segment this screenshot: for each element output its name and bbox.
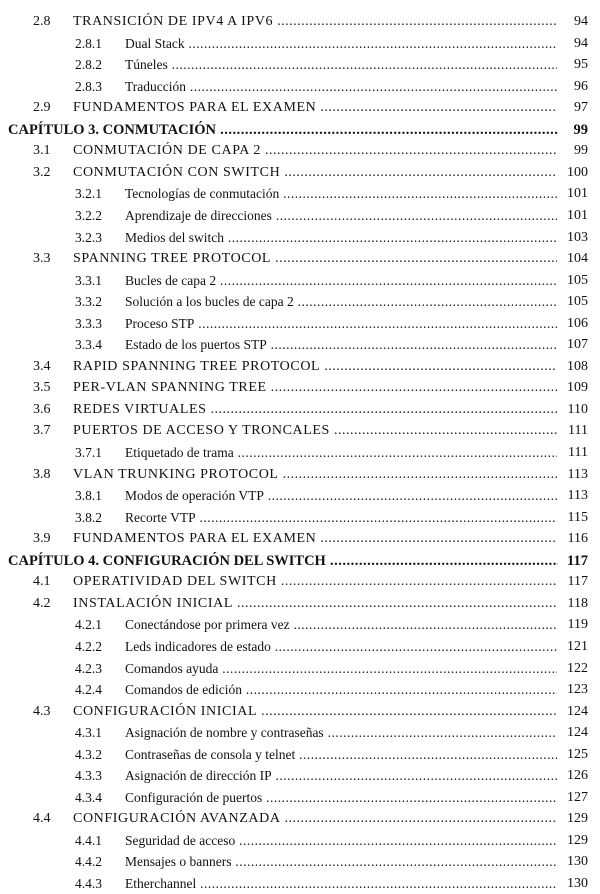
toc-page-number: 106 [565, 314, 588, 334]
toc-page-number: 116 [566, 529, 588, 549]
toc-entry-title [73, 465, 557, 485]
toc-entry-title [73, 529, 557, 549]
toc-entry-row [0, 594, 600, 614]
toc-entry-row [0, 615, 600, 635]
toc-entry-row [0, 378, 600, 398]
toc-entry-row [0, 55, 600, 75]
toc-entry-row [0, 852, 600, 872]
toc-entry-title [125, 874, 557, 894]
toc-entry-number: 4.3 [33, 702, 51, 722]
toc-entry-row [0, 400, 600, 420]
toc-entry-title [125, 637, 557, 657]
toc-title-text: INSTALACIÓN INICIAL [73, 595, 233, 611]
toc-entry-title [73, 572, 557, 592]
toc-chapter-title [8, 120, 558, 140]
toc-entry-row [0, 206, 600, 226]
toc-page-number: 99 [572, 141, 588, 161]
toc-entry-number: 4.3.3 [75, 766, 102, 786]
toc-entry-title [125, 766, 557, 786]
toc-entry-row [0, 659, 600, 679]
toc-title-text: Seguridad de acceso [125, 832, 236, 848]
toc-entry-number: 2.8.3 [75, 77, 102, 97]
toc-entry-row [0, 702, 600, 722]
toc-title-text: Recorte VTP [125, 509, 196, 525]
toc-title-text: Conectándose por primera vez [125, 617, 290, 633]
toc-entry-row [0, 766, 600, 786]
toc-entry-title [125, 184, 557, 204]
toc-title-text: Proceso STP [125, 315, 195, 331]
toc-page-number: 100 [565, 163, 588, 183]
toc-page-number: 124 [565, 702, 588, 722]
toc-title-text: CONFIGURACIÓN AVANZADA [73, 811, 281, 827]
toc-entry-number: 3.2.3 [75, 228, 102, 248]
toc-page-number: 94 [572, 34, 588, 54]
toc-page-number: 113 [566, 465, 588, 485]
toc-page-number: 117 [566, 572, 588, 592]
toc-entry-number: 3.2.2 [75, 206, 102, 226]
toc-entry-number: 3.6 [33, 400, 51, 420]
toc-entry-number: 3.3.3 [75, 314, 102, 334]
toc-title-text: Tecnologías de conmutación [125, 186, 280, 202]
toc-entry-number: 4.3.4 [75, 788, 102, 808]
toc-entry-title [73, 594, 557, 614]
toc-entry-number: 4.2.4 [75, 680, 102, 700]
toc-entry-number: 3.3.4 [75, 335, 102, 355]
toc-entry-row [0, 12, 600, 32]
toc-entry-row [0, 508, 600, 528]
toc-page-number: 117 [567, 552, 588, 569]
toc-title-text: Configuración de puertos [125, 789, 263, 805]
toc-entry-title [73, 163, 557, 183]
toc-entry-row [0, 163, 600, 183]
toc-entry-number: 3.8.1 [75, 486, 102, 506]
toc-page-number: 104 [565, 249, 588, 269]
toc-entry-row [0, 292, 600, 312]
toc-entry-title [73, 421, 557, 441]
toc-page-number: 129 [565, 809, 588, 829]
toc-entry-title [73, 249, 557, 269]
toc-title-text: CAPÍTULO 3. CONMUTACIÓN [8, 121, 216, 138]
toc-entry-number: 3.7 [33, 421, 51, 441]
toc-entry-title [73, 702, 557, 722]
toc-title-text: Bucles de capa 2 [125, 272, 217, 288]
toc-title-text: Asignación de nombre y contraseñas [125, 725, 324, 741]
toc-title-text: Modos de operación VTP [125, 488, 264, 504]
toc-entry-row [0, 809, 600, 829]
toc-title-text: OPERATIVIDAD DEL SWITCH [73, 574, 277, 590]
toc-entry-row [0, 723, 600, 743]
toc-page-number: 118 [566, 594, 588, 614]
toc-entry-title [125, 206, 557, 226]
toc-entry-number: 3.3.2 [75, 292, 102, 312]
toc-entry-number: 3.8 [33, 465, 51, 485]
toc-page-number: 111 [566, 443, 588, 463]
toc-entry-number: 3.2.1 [75, 184, 102, 204]
toc-entry-row [0, 314, 600, 334]
toc-entry-title [73, 141, 557, 161]
toc-entry-number: 4.2 [33, 594, 51, 614]
toc-page-number: 105 [565, 271, 588, 291]
toc-title-text: Asignación de dirección IP [125, 768, 272, 784]
toc-entry-number: 3.8.2 [75, 508, 102, 528]
toc-title-text: Traducción [125, 78, 186, 94]
toc-entry-number: 2.8.2 [75, 55, 102, 75]
toc-entry-title [73, 809, 557, 829]
toc-entry-number: 3.1 [33, 141, 51, 161]
toc-page-number: 101 [565, 184, 588, 204]
toc-page-number: 121 [565, 637, 588, 657]
toc-title-text: Medios del switch [125, 229, 224, 245]
toc-title-text: TRANSICIÓN DE IPV4 A IPV6 [73, 14, 274, 29]
toc-title-text: Aprendizaje de direcciones [125, 207, 272, 223]
toc-title-text: CONMUTACIÓN CON SWITCH [73, 164, 281, 180]
toc-page-number: 126 [565, 766, 588, 786]
toc-entry-row [0, 874, 600, 894]
toc-entry-title [125, 615, 557, 635]
toc-entry-title [125, 314, 557, 334]
toc-page-number: 125 [565, 745, 588, 765]
toc-entry-row [0, 421, 600, 441]
toc-title-text: CONFIGURACIÓN INICIAL [73, 703, 258, 719]
toc-entry-title [125, 680, 557, 700]
toc-entry-title [125, 852, 557, 872]
toc-entry-number: 2.9 [33, 98, 51, 118]
toc-entry-row [0, 572, 600, 592]
toc-entry-title [125, 723, 557, 743]
toc-chapter-row [0, 120, 600, 140]
toc-entry-title [73, 12, 557, 32]
toc-entry-number: 3.2 [33, 163, 51, 183]
toc-page-number: 101 [565, 206, 588, 226]
toc-title-text: CONMUTACIÓN DE CAPA 2 [73, 143, 261, 159]
toc-entry-title [73, 357, 557, 377]
toc-page-number: 105 [565, 292, 588, 312]
toc-page-number: 111 [566, 421, 588, 441]
toc-entry-row [0, 443, 600, 463]
toc-page-number: 113 [566, 486, 588, 506]
toc-page-number: 115 [566, 508, 588, 528]
toc-entry-row [0, 77, 600, 97]
toc-entry-row [0, 141, 600, 161]
toc-chapter-title [8, 551, 558, 571]
toc-entry-title [125, 77, 557, 97]
toc-entry-row [0, 357, 600, 377]
toc-entry-title [125, 745, 557, 765]
toc-page-number: 127 [565, 788, 588, 808]
toc-entry-row [0, 271, 600, 291]
toc-page-number: 109 [565, 378, 588, 398]
toc-title-text: FUNDAMENTOS PARA EL EXAMEN [73, 531, 317, 547]
toc-title-text: REDES VIRTUALES [73, 401, 207, 417]
toc-entry-row [0, 637, 600, 657]
toc-page-number: 130 [565, 874, 588, 894]
toc-entry-row [0, 529, 600, 549]
toc-title-text: PER-VLAN SPANNING TREE [73, 380, 267, 396]
toc-title-text: Mensajes o banners [125, 854, 232, 870]
toc-entry-row [0, 34, 600, 54]
toc-entry-title [125, 55, 557, 75]
toc-page-number: 107 [565, 335, 588, 355]
toc-title-text: Dual Stack [125, 35, 185, 51]
toc-entry-number: 3.3.1 [75, 271, 102, 291]
toc-entry-number: 3.3 [33, 249, 51, 269]
toc-entry-number: 4.2.1 [75, 615, 102, 635]
toc-entry-number: 4.4.2 [75, 852, 102, 872]
toc-entry-title [125, 34, 557, 54]
toc-chapter-row [0, 551, 600, 571]
toc-entry-number: 4.2.3 [75, 659, 102, 679]
toc-entry-number: 4.4 [33, 809, 51, 829]
toc-entry-number: 4.3.1 [75, 723, 102, 743]
toc-page-number: 129 [565, 831, 588, 851]
toc-entry-number: 3.9 [33, 529, 51, 549]
toc-title-text: CAPÍTULO 4. CONFIGURACIÓN DEL SWITCH [8, 552, 326, 569]
toc-page-number: 96 [572, 77, 588, 97]
toc-page-number: 122 [565, 659, 588, 679]
toc-entry-row [0, 486, 600, 506]
toc-entry-row [0, 831, 600, 851]
toc-title-text: Estado de los puertos STP [125, 337, 267, 353]
toc-entry-row [0, 745, 600, 765]
toc-entry-title [73, 378, 557, 398]
toc-entry-title [125, 831, 557, 851]
toc-entry-row [0, 335, 600, 355]
toc-page-number: 103 [565, 228, 588, 248]
toc-entry-row [0, 680, 600, 700]
toc-entry-row [0, 788, 600, 808]
toc-title-text: Comandos de edición [125, 682, 242, 698]
toc-entry-number: 2.8.1 [75, 34, 102, 54]
toc-entry-title [125, 508, 557, 528]
toc-entry-number: 2.8 [33, 12, 51, 32]
toc-title-text: PUERTOS DE ACCESO Y TRONCALES [73, 423, 330, 439]
toc-entry-number: 4.3.2 [75, 745, 102, 765]
toc-page-number: 130 [565, 852, 588, 872]
toc-entry-title [125, 228, 557, 248]
toc-entry-number: 4.4.3 [75, 874, 102, 894]
toc-title-text: Etherchannel [125, 876, 197, 891]
toc-entry-title [125, 486, 557, 506]
toc-entry-row [0, 184, 600, 204]
toc-page-number: 99 [573, 121, 588, 138]
toc-entry-title [125, 292, 557, 312]
toc-entry-number: 4.4.1 [75, 831, 102, 851]
toc-title-text: Contraseñas de consola y telnet [125, 746, 296, 762]
toc-entry-title [73, 400, 557, 420]
toc-page-number: 119 [566, 615, 588, 635]
toc-entry-row [0, 465, 600, 485]
toc-entry-number: 3.7.1 [75, 443, 102, 463]
toc-entry-title [125, 271, 557, 291]
toc-title-text: Etiquetado de trama [125, 445, 234, 460]
toc-page-number: 97 [572, 98, 588, 118]
toc-title-text: FUNDAMENTOS PARA EL EXAMEN [73, 100, 317, 116]
toc-entry-number: 4.1 [33, 572, 51, 592]
toc-page-number: 95 [572, 55, 588, 75]
toc-entry-number: 4.2.2 [75, 637, 102, 657]
toc-title-text: VLAN TRUNKING PROTOCOL [73, 466, 279, 482]
toc-entry-title [125, 335, 557, 355]
toc-title-text: RAPID SPANNING TREE PROTOCOL [73, 358, 321, 374]
toc-title-text: Solución a los bucles de capa 2 [125, 294, 294, 310]
toc-entry-title [125, 659, 557, 679]
toc-entry-number: 3.5 [33, 378, 51, 398]
toc-page-number: 124 [565, 723, 588, 743]
toc-title-text: Leds indicadores de estado [125, 638, 271, 654]
toc-page-number: 123 [565, 680, 588, 700]
toc-title-text: Comandos ayuda [125, 660, 219, 676]
toc-entry-row [0, 98, 600, 118]
toc-entry-title [73, 98, 557, 118]
toc-entry-title [125, 443, 557, 463]
toc-entry-row [0, 228, 600, 248]
toc-entry-row [0, 249, 600, 269]
toc-page-number: 94 [572, 12, 588, 32]
toc-page-number: 108 [565, 357, 588, 377]
toc-title-text: Túneles [125, 57, 168, 73]
toc-title-text: SPANNING TREE PROTOCOL [73, 251, 272, 267]
toc-page-number: 110 [566, 400, 588, 420]
toc-entry-title [125, 788, 557, 808]
toc-entry-number: 3.4 [33, 357, 51, 377]
